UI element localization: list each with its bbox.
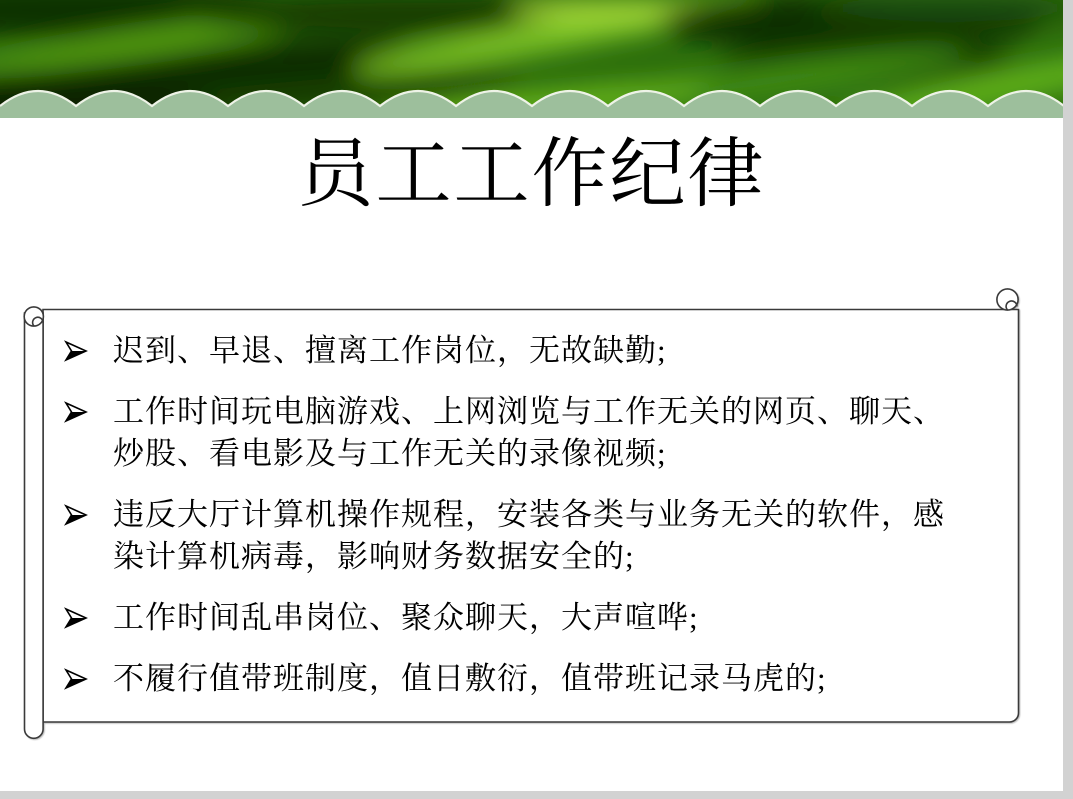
bullet-item <box>63 658 1003 700</box>
bullet-text <box>113 597 699 639</box>
bullet-arrowhead-icon <box>63 338 89 364</box>
bullet-text <box>113 391 945 475</box>
bullet-item <box>63 391 1003 475</box>
bullet-arrowhead-icon <box>63 399 89 425</box>
bullet-line: 迟到、早退、擅离工作岗位，无故缺勤; <box>113 333 667 368</box>
content-list <box>63 330 1003 719</box>
bullet-text <box>113 658 827 700</box>
bullet-arrowhead-icon <box>63 605 89 631</box>
bullet-item <box>63 597 1003 639</box>
bullet-text <box>113 330 667 372</box>
bullet-item <box>63 330 1003 372</box>
bullet-arrowhead-icon <box>63 502 89 528</box>
bullet-line: 违反大厅计算机操作规程，安装各类与业务无关的软件，感 <box>113 497 945 532</box>
bullet-line: 工作时间玩电脑游戏、上网浏览与工作无关的网页、聊天、 <box>113 394 945 429</box>
page-title: 员工工作纪律 <box>297 133 766 217</box>
bullet-line: 不履行值带班制度，值日敷衍，值带班记录马虎的; <box>113 661 827 696</box>
bullet-line: 染计算机病毒，影响财务数据安全的; <box>113 539 635 574</box>
bullet-line: 炒股、看电影及与工作无关的录像视频; <box>113 436 667 471</box>
bullet-item <box>63 494 1003 578</box>
bullet-text <box>113 494 945 578</box>
bullet-line: 工作时间乱串岗位、聚众聊天，大声喧哗; <box>113 600 699 635</box>
bullet-arrowhead-icon <box>63 666 89 692</box>
